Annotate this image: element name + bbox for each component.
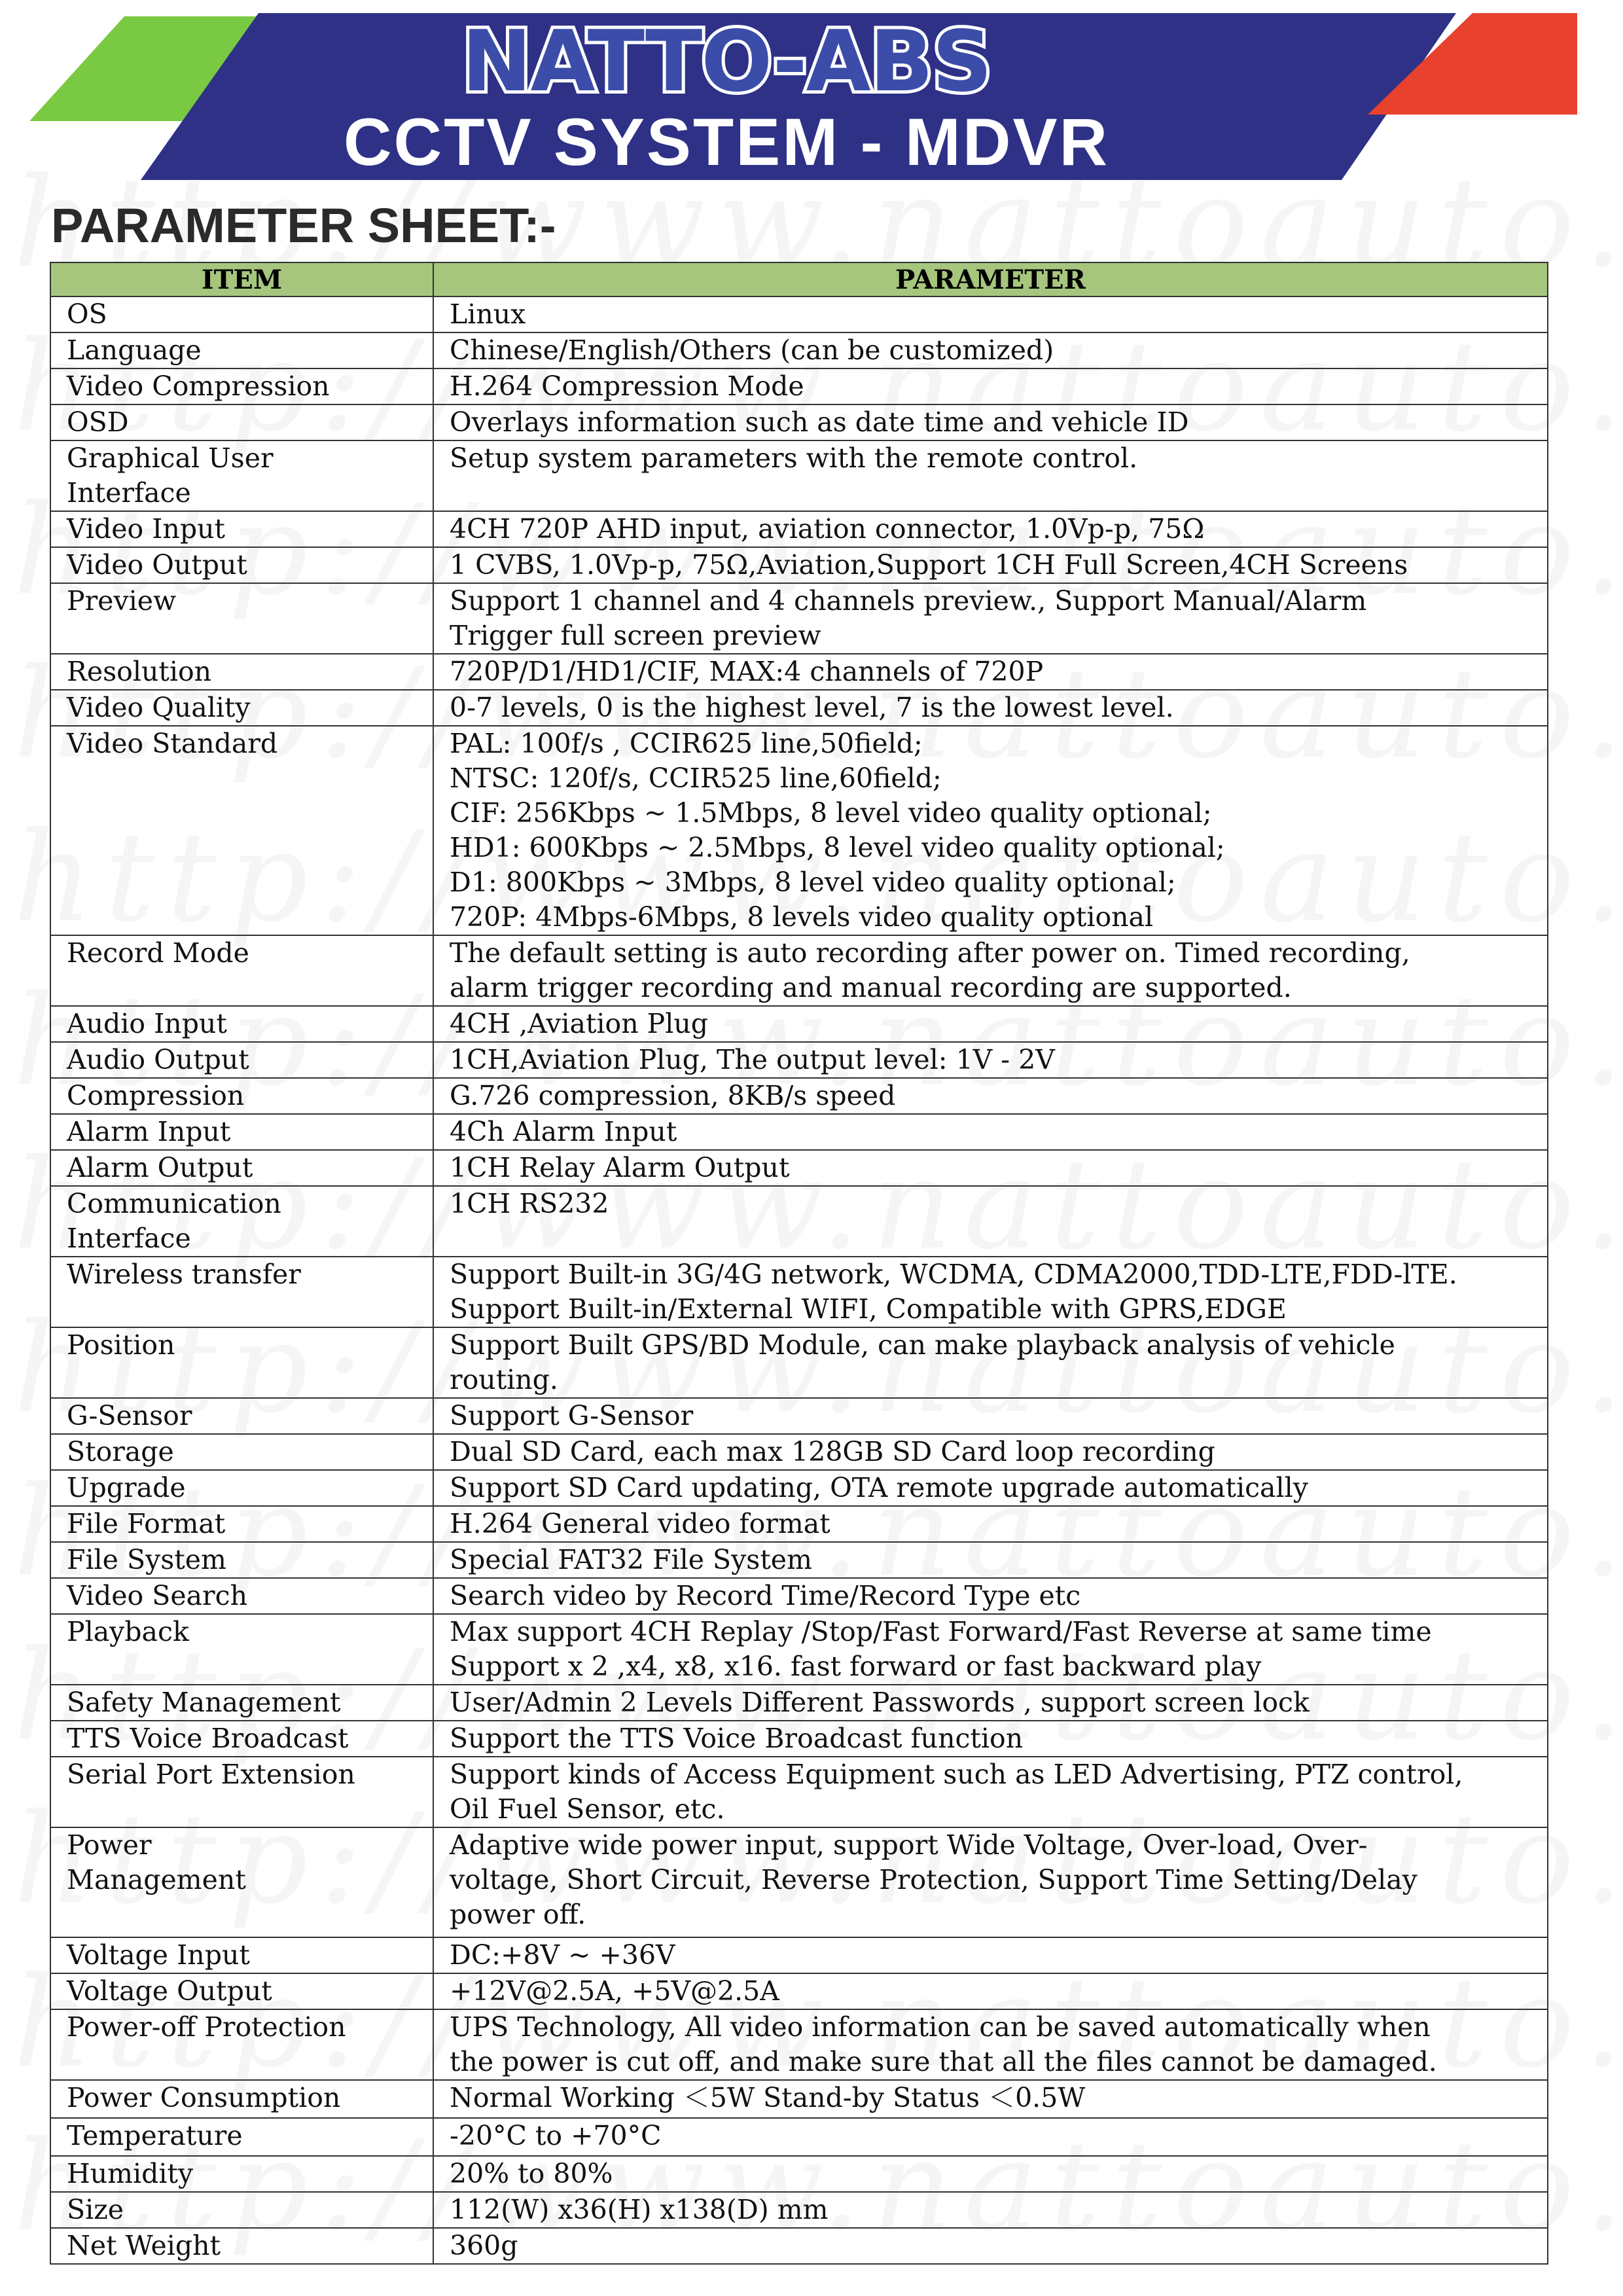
parameter-cell: Special FAT32 File System (433, 1542, 1548, 1578)
parameter-cell: Setup system parameters with the remote control. (433, 440, 1548, 511)
item-cell: Alarm Input (50, 1114, 433, 1150)
item-cell: Power Management (50, 1827, 433, 1937)
table-row (50, 1470, 1548, 1506)
item-cell: Safety Management (50, 1685, 433, 1721)
table-row (50, 1685, 1548, 1721)
item-cell: Audio Output (50, 1042, 433, 1078)
table-body (50, 296, 1548, 2264)
parameter-cell: Search video by Record Time/Record Type etc (433, 1578, 1548, 1614)
item-cell: TTS Voice Broadcast (50, 1721, 433, 1757)
table-row (50, 2009, 1548, 2080)
item-cell: Compression (50, 1078, 433, 1114)
table-row (50, 2080, 1548, 2118)
item-cell: Graphical User Interface (50, 440, 433, 511)
parameter-cell: H.264 General video format (433, 1506, 1548, 1542)
parameter-cell: Support 1 channel and 4 channels preview., Support Manual/Alarm Trigger full screen preview (433, 583, 1548, 654)
item-cell: File System (50, 1542, 433, 1578)
table-row (50, 1973, 1548, 2009)
parameter-cell: 1CH RS232 (433, 1186, 1548, 1257)
parameter-cell: 0-7 levels, 0 is the highest level, 7 is the lowest level. (433, 690, 1548, 726)
table-row (50, 404, 1548, 440)
table-row (50, 1506, 1548, 1542)
item-cell: Video Search (50, 1578, 433, 1614)
table-row (50, 1757, 1548, 1827)
parameter-cell: 720P/D1/HD1/CIF, MAX:4 channels of 720P (433, 654, 1548, 690)
table-row (50, 583, 1548, 654)
table-row (50, 690, 1548, 726)
parameter-cell: -20°C to +70°C (433, 2118, 1548, 2156)
table-row (50, 1257, 1548, 1327)
item-cell: Communication Interface (50, 1186, 433, 1257)
item-cell: OSD (50, 404, 433, 440)
parameter-cell: UPS Technology, All video information can be saved automatically when the power is cut off, and make sure that all the files cannot be damaged. (433, 2009, 1548, 2080)
item-cell: Storage (50, 1434, 433, 1470)
item-cell: Wireless transfer (50, 1257, 433, 1327)
table-row (50, 1186, 1548, 1257)
table-row (50, 1721, 1548, 1757)
table-row (50, 1827, 1548, 1937)
item-cell: Video Compression (50, 368, 433, 404)
item-cell: Temperature (50, 2118, 433, 2156)
item-cell: Resolution (50, 654, 433, 690)
parameter-table (50, 262, 1548, 2265)
column-header-parameter: PARAMETER (433, 262, 1548, 296)
table-row (50, 1937, 1548, 1973)
table-row (50, 511, 1548, 547)
parameter-cell: G.726 compression, 8KB/s speed (433, 1078, 1548, 1114)
parameter-cell: 1 CVBS, 1.0Vp-p, 75Ω,Aviation,Support 1CH Full Screen,4CH Screens (433, 547, 1548, 583)
table-row (50, 2156, 1548, 2192)
table-row (50, 1006, 1548, 1042)
parameter-cell: DC:+8V ~ +36V (433, 1937, 1548, 1973)
table-row (50, 2118, 1548, 2156)
parameter-cell: 360g (433, 2228, 1548, 2264)
item-cell: Video Quality (50, 690, 433, 726)
table-row (50, 1042, 1548, 1078)
table-row (50, 654, 1548, 690)
parameter-cell: 1CH Relay Alarm Output (433, 1150, 1548, 1186)
table-row (50, 2192, 1548, 2228)
item-cell: Preview (50, 583, 433, 654)
item-cell: Size (50, 2192, 433, 2228)
table-row (50, 1434, 1548, 1470)
parameter-cell: Normal Working ＜5W Stand-by Status ＜0.5W (433, 2080, 1548, 2118)
item-cell: Humidity (50, 2156, 433, 2192)
item-cell: Net Weight (50, 2228, 433, 2264)
item-cell: Upgrade (50, 1470, 433, 1506)
table-row (50, 935, 1548, 1006)
parameter-cell: Support kinds of Access Equipment such as LED Advertising, PTZ control, Oil Fuel Sensor, etc. (433, 1757, 1548, 1827)
table-row (50, 726, 1548, 935)
page-title: PARAMETER SHEET:- (51, 198, 556, 253)
item-cell: Video Standard (50, 726, 433, 935)
parameter-cell: Support the TTS Voice Broadcast function (433, 1721, 1548, 1757)
item-cell: Alarm Output (50, 1150, 433, 1186)
item-cell: G-Sensor (50, 1398, 433, 1434)
parameter-cell: +12V@2.5A, +5V@2.5A (433, 1973, 1548, 2009)
table-row (50, 1542, 1548, 1578)
item-cell: Audio Input (50, 1006, 433, 1042)
table-row (50, 547, 1548, 583)
parameter-cell: Support Built-in 3G/4G network, WCDMA, CDMA2000,TDD-LTE,FDD-lTE. Support Built-in/External WIFI, Compatible with GPRS,EDGE (433, 1257, 1548, 1327)
header-banner (0, 0, 1623, 190)
table-row (50, 1150, 1548, 1186)
table-row (50, 1327, 1548, 1398)
parameter-cell: Support Built GPS/BD Module, can make playback analysis of vehicle routing. (433, 1327, 1548, 1398)
parameter-cell: Support G-Sensor (433, 1398, 1548, 1434)
parameter-cell: Chinese/English/Others (can be customized) (433, 332, 1548, 368)
table-row (50, 296, 1548, 332)
item-cell: Video Input (50, 511, 433, 547)
parameter-cell: Support SD Card updating, OTA remote upgrade automatically (433, 1470, 1548, 1506)
banner-subtitle: CCTV SYSTEM - MDVR (343, 105, 1110, 179)
parameter-cell: The default setting is auto recording after power on. Timed recording, alarm trigger recording and manual recording are supported. (433, 935, 1548, 1006)
brand-logo: NATTO-ABS (461, 13, 991, 111)
table-row (50, 1114, 1548, 1150)
table-row (50, 1614, 1548, 1685)
item-cell: File Format (50, 1506, 433, 1542)
item-cell: Power-off Protection (50, 2009, 433, 2080)
parameter-cell: 112(W) x36(H) x138(D) mm (433, 2192, 1548, 2228)
parameter-cell: 4CH 720P AHD input, aviation connector, 1.0Vp-p, 75Ω (433, 511, 1548, 547)
item-cell: Record Mode (50, 935, 433, 1006)
parameter-cell: H.264 Compression Mode (433, 368, 1548, 404)
parameter-cell: Overlays information such as date time and vehicle ID (433, 404, 1548, 440)
parameter-cell: 20% to 80% (433, 2156, 1548, 2192)
item-cell: Position (50, 1327, 433, 1398)
table-row (50, 332, 1548, 368)
table-row (50, 440, 1548, 511)
parameter-cell: 4CH ,Aviation Plug (433, 1006, 1548, 1042)
table-row (50, 1578, 1548, 1614)
table-row (50, 1398, 1548, 1434)
parameter-cell: Adaptive wide power input, support Wide Voltage, Over-load, Over- voltage, Short Circuit, Reverse Protection, Support Time Setting/Delay power off. (433, 1827, 1548, 1937)
parameter-cell: 4Ch Alarm Input (433, 1114, 1548, 1150)
item-cell: Power Consumption (50, 2080, 433, 2118)
parameter-cell: Max support 4CH Replay /Stop/Fast Forward/Fast Reverse at same time Support x 2 ,x4, x8, x16. fast forward or fast backward play (433, 1614, 1548, 1685)
column-header-item: ITEM (50, 262, 433, 296)
item-cell: Playback (50, 1614, 433, 1685)
item-cell: Serial Port Extension (50, 1757, 433, 1827)
item-cell: Language (50, 332, 433, 368)
table-row (50, 368, 1548, 404)
item-cell: Voltage Input (50, 1937, 433, 1973)
table-header-row (50, 262, 1548, 296)
parameter-cell: Linux (433, 296, 1548, 332)
parameter-cell: 1CH,Aviation Plug, The output level: 1V - 2V (433, 1042, 1548, 1078)
parameter-cell: Dual SD Card, each max 128GB SD Card loop recording (433, 1434, 1548, 1470)
item-cell: Voltage Output (50, 1973, 433, 2009)
table-row (50, 1078, 1548, 1114)
parameter-cell: PAL: 100f/s , CCIR625 line,50field; NTSC: 120f/s, CCIR525 line,60field; CIF: 256Kbps ~ 1.5Mbps, 8 level video quality optional; HD1: 600Kbps ~ 2.5Mbps, 8 level video quality optional; D1: 800Kbps ~ 3Mbps, 8 level video quality optional; 720P: 4Mbps-6Mbps, 8 levels video quality optional (433, 726, 1548, 935)
item-cell: Video Output (50, 547, 433, 583)
parameter-cell: User/Admin 2 Levels Different Passwords , support screen lock (433, 1685, 1548, 1721)
table-row (50, 2228, 1548, 2264)
item-cell: OS (50, 296, 433, 332)
